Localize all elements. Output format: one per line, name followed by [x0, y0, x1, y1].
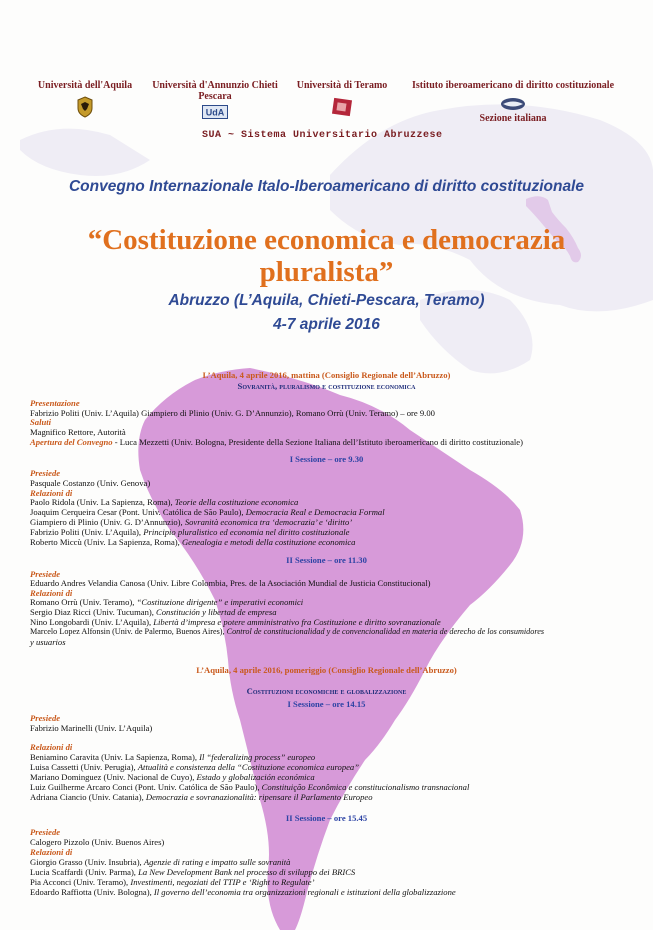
talk-row: Paolo Ridola (Univ. La Sapienza, Roma), Teorie della costituzione economica — [30, 497, 299, 507]
day1-afternoon-theme: Costituzioni economiche e globalizzazione — [246, 686, 407, 696]
talk-row: Pia Acconci (Univ. Teramo), Investimenti, negoziati del TTIP e ‘Right to Regulate’ — [30, 877, 315, 887]
m-s1-presiede: Pasquale Costanzo (Univ. Genova) — [30, 478, 151, 488]
convegno-title: Convegno Internazionale Italo-Iberoamericano di diritto costituzionale — [68, 178, 584, 195]
talk-row: Mariano Dominguez (Univ. Nacional de Cuyo), Estado y globalización económica — [30, 772, 315, 782]
uda-logo-icon — [202, 105, 228, 119]
logo-unich-name: Università d'Annunzio Chieti — [152, 80, 278, 91]
logo-unite — [292, 80, 392, 117]
day1-morning-heading: L’Aquila, 4 aprile 2016, mattina (Consiglio Regionale dell’Abruzzo) — [202, 370, 451, 380]
talk-continuation: y usuarios — [30, 637, 66, 647]
a-s2-relazioni-label: Relazioni di — [30, 847, 73, 857]
talk-row: Lucia Scaffardi (Univ. Parma), La New Development Bank nel processo di sviluppo dei BRICS — [30, 867, 356, 877]
a-s2-presiede: Calogero Pizzolo (Univ. Buenos Aires) — [30, 837, 165, 847]
logo-univaq-name: Università dell'Aquila — [37, 80, 133, 91]
day1-morning-theme: Sovranità, pluralismo e costituzione economica — [237, 381, 416, 391]
logo-iidc — [408, 80, 618, 124]
talk-row: Nino Longobardi (Univ. L’Aquila), Libertà d’impresa e potere amministrativo fra Costituzione e diritto sovranazionale — [30, 617, 441, 627]
m-s2-presiede: Eduardo Andres Velandia Canosa (Univ. Libre Colombia, Pres. de la Asociación Mundial de Justicia Constitucional) — [30, 578, 431, 588]
talk-row: Luiz Guilherme Arcaro Conci (Pont. Univ. Católica de São Paulo), Constituição Econômica e constitucionalismo transnacional — [30, 782, 470, 792]
teramo-seal-icon — [331, 97, 353, 117]
talk-row: Fabrizio Politi (Univ. L’Aquila), Principio pluralistico ed economia nel diritto costituzionale — [30, 527, 350, 537]
logo-unite-name: Università di Teramo — [296, 80, 388, 91]
m-s2-presiede-label: Presiede — [30, 569, 61, 579]
a-s1-presiede-label: Presiede — [30, 713, 61, 723]
saluti-text: Magnifico Rettore, Autorità — [30, 427, 126, 437]
a-session2-title: II Sessione – ore 15.45 — [285, 813, 368, 823]
talk-row: Romano Orrù (Univ. Teramo), “Costituzione dirigente” e imperativi economici — [30, 597, 304, 607]
main-title-line1: “Costituzione economica e democrazia — [87, 224, 566, 256]
m-session1-title: I Sessione – ore 9.30 — [289, 454, 364, 464]
event-place: Abruzzo (L’Aquila, Chieti-Pescara, Teramo) — [168, 292, 485, 309]
saluti-label: Saluti — [30, 417, 52, 427]
talk-row: Roberto Miccù (Univ. La Sapienza, Roma), Genealogia e metodi della costituzione economica — [30, 537, 356, 547]
logo-univaq — [30, 80, 140, 118]
uda-logo-text: UdA — [205, 107, 225, 118]
apertura-line — [30, 437, 523, 447]
m-session2-title: II Sessione – ore 11.30 — [286, 555, 367, 565]
m-s1-presiede-label: Presiede — [30, 468, 61, 478]
a-session1-title: I Sessione – ore 14.15 — [287, 699, 366, 709]
globe-logo-icon — [499, 97, 527, 111]
talk-row: Giorgio Grasso (Univ. Insubria), Agenzie di rating e impatto sulle sovranità — [30, 857, 291, 867]
main-title-line2: pluralista” — [259, 256, 394, 288]
logo-iidc-name: Istituto iberoamericano di diritto costituzionale — [411, 80, 615, 91]
event-dates: 4-7 aprile 2016 — [273, 316, 380, 333]
a-s1-presiede: Fabrizio Marinelli (Univ. L’Aquila) — [30, 723, 153, 733]
m-s1-relazioni-label: Relazioni di — [30, 488, 73, 498]
a-s1-relazioni-label: Relazioni di — [30, 742, 73, 752]
talk-row: Marcelo Lopez Alfonsin (Univ. de Palermo, Buenos Aires), Control de constitucionalidad y de convencionalidad en materia de derecho de los consumidores — [30, 627, 545, 636]
sua-caption: SUA ~ Sistema Universitario Abruzzese — [202, 130, 443, 141]
logo-iidc-sub: Sezione italiana — [479, 113, 547, 124]
m-s2-relazioni-label: Relazioni di — [30, 588, 73, 598]
presentazione-label: Presentazione — [30, 398, 80, 408]
presentazione-text: Fabrizio Politi (Univ. L’Aquila) Giampiero di Plinio (Univ. G. D’Annunzio), Romano Orrù (Univ. Teramo) – ore 9.00 — [30, 408, 435, 418]
talk-row: Luisa Cassetti (Univ. Perugia), Attualità e consistenza della “Costituzione economica europea” — [30, 762, 360, 772]
talk-row: Edoardo Raffiotta (Univ. Bologna), Il governo dell’economia tra organizzazioni regionali e istituzioni della globalizzazione — [30, 887, 456, 897]
logo-unich-sub: Pescara — [198, 91, 232, 102]
talk-row: Beniamino Caravita (Univ. La Sapienza, Roma), Il “federalizing process” europeo — [30, 752, 316, 762]
day1-afternoon-heading: L’Aquila, 4 aprile 2016, pomeriggio (Consiglio Regionale dell’Abruzzo) — [196, 665, 457, 675]
logo-unich — [150, 80, 280, 119]
apertura-label: Apertura del Convegno — [30, 437, 113, 447]
talk-row: Adriana Ciancio (Univ. Catania), Democrazia e sovranazionalità: ripensare il Parlamento Europeo — [30, 792, 373, 802]
a-s2-presiede-label: Presiede — [30, 827, 61, 837]
eagle-crest-icon — [76, 96, 94, 118]
talk-row: Joaquim Cerqueira Cesar (Pont. Univ. Católica de São Paulo), Democracia Real e Democracia Formal — [30, 507, 385, 517]
talk-row: Sergio Diaz Ricci (Univ. Tucuman), Constitución y libertad de empresa — [30, 607, 277, 617]
apertura-text: - Luca Mezzetti (Univ. Bologna, Presidente della Sezione Italiana dell’Istituto iberoamericano di diritto costituzionale) — [112, 437, 523, 447]
talk-row: Giampiero di Plinio (Univ. G. D’Annunzio), Sovranità economica tra ‘democrazia’ e ‘diritto’ — [30, 517, 353, 527]
